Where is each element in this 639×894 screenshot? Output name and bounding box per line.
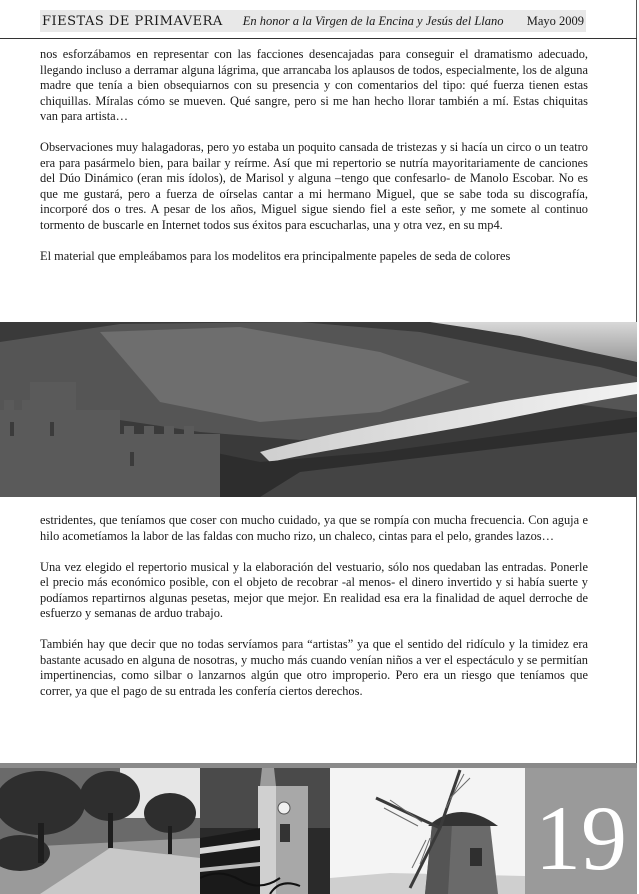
paragraph: estridentes, que teníamos que coser con mucho cuidado, ya que se rompía con mucha frecuencia. Con aguja e hilo acometíamos la labor de las faldas con mucho rizo, un chaleco, cintas para el pelo, grandes lazos… <box>40 513 588 543</box>
running-header <box>40 10 586 32</box>
church-tower-image <box>200 768 330 894</box>
landscape-photo <box>0 322 637 497</box>
windmill-photo <box>330 768 525 894</box>
header-rule <box>0 38 637 39</box>
paragraph: nos esforzábamos en representar con las facciones desencajadas para conseguir el dramatismo adecuado, llegando incluso a derramar alguna lágrima, que arrancaba los aplausos de todos, especialmente, los de alguna madre que tenía a bien obsequiarnos con su presencia y con comentarios del tipo: qué fuerza tienen estas chiquillas. Míralas cómo se mueven. Qué sangre, pero si me han hecho llorar también a mí. Estas chiquitas van para artista… <box>40 47 588 123</box>
header-subtitle: En honor a la Virgen de la Encina y Jesús del Llano <box>242 13 504 28</box>
issue-date: Mayo 2009 <box>526 13 584 28</box>
windmill-image <box>330 768 525 894</box>
olive-grove-photo <box>0 768 200 894</box>
paragraph: Observaciones muy halagadoras, pero yo estaba un poquito cansada de tristezas y si hacía un circo o un teatro era para pasármelo bien, para bailar y reírme. Así que mi repertorio se nutría mayoritariamente de canciones del Dúo Dinámico (eran mis ídolos), de Marisol y alguna –tengo que confesarlo- de Manolo Escobar. No es que me gustará, pero a fuerza de oírselas cantar a mi hermano Miguel, que se sabe toda su discografía, incorporé dos o tres. A pesar de los años, Miguel sigue siendo fiel a este señor, y me somete al continuo tormento de buscarle en Internet todos sus éxitos para escucharlas, una y otra vez, en su mp4. <box>40 140 588 232</box>
article-text-bottom <box>40 513 588 699</box>
page-number: 19 <box>535 787 627 889</box>
olive-grove-image <box>0 768 200 894</box>
magazine-title: FIESTAS DE PRIMAVERA <box>42 13 223 29</box>
paragraph: También hay que decir que no todas servíamos para “artistas” ya que el sentido del ridículo y la timidez era bastante acusado en alguna de nosotras, y mucho más cuando venían niños a ver el espectáculo y se permitían impertinencias, como silbar o lanzarnos algún que otro improperio. Pero era un riesgo que teníamos que correr, ya que el pago de su entrada les confería ciertos derechos. <box>40 637 588 698</box>
article-text-top <box>40 47 588 264</box>
paragraph: El material que empleábamos para los modelitos era principalmente papeles de seda de colores <box>40 248 511 263</box>
paragraph: Una vez elegido el repertorio musical y la elaboración del vestuario, sólo nos quedaban las entradas. Ponerle el precio más económico posible, con el objeto de recobrar -al menos- el dinero invertido y si había suerte y podíamos repartirnos algunas pesetas, mejor que mejor. En realidad esa era la finalidad de aquel derroche de esfuerzo y semanas de arduo trabajo. <box>40 559 588 620</box>
church-tower-photo <box>200 768 330 894</box>
river-valley-castle-image <box>0 322 637 497</box>
page-number-box <box>525 768 637 894</box>
bottom-photo-strip <box>0 768 637 894</box>
